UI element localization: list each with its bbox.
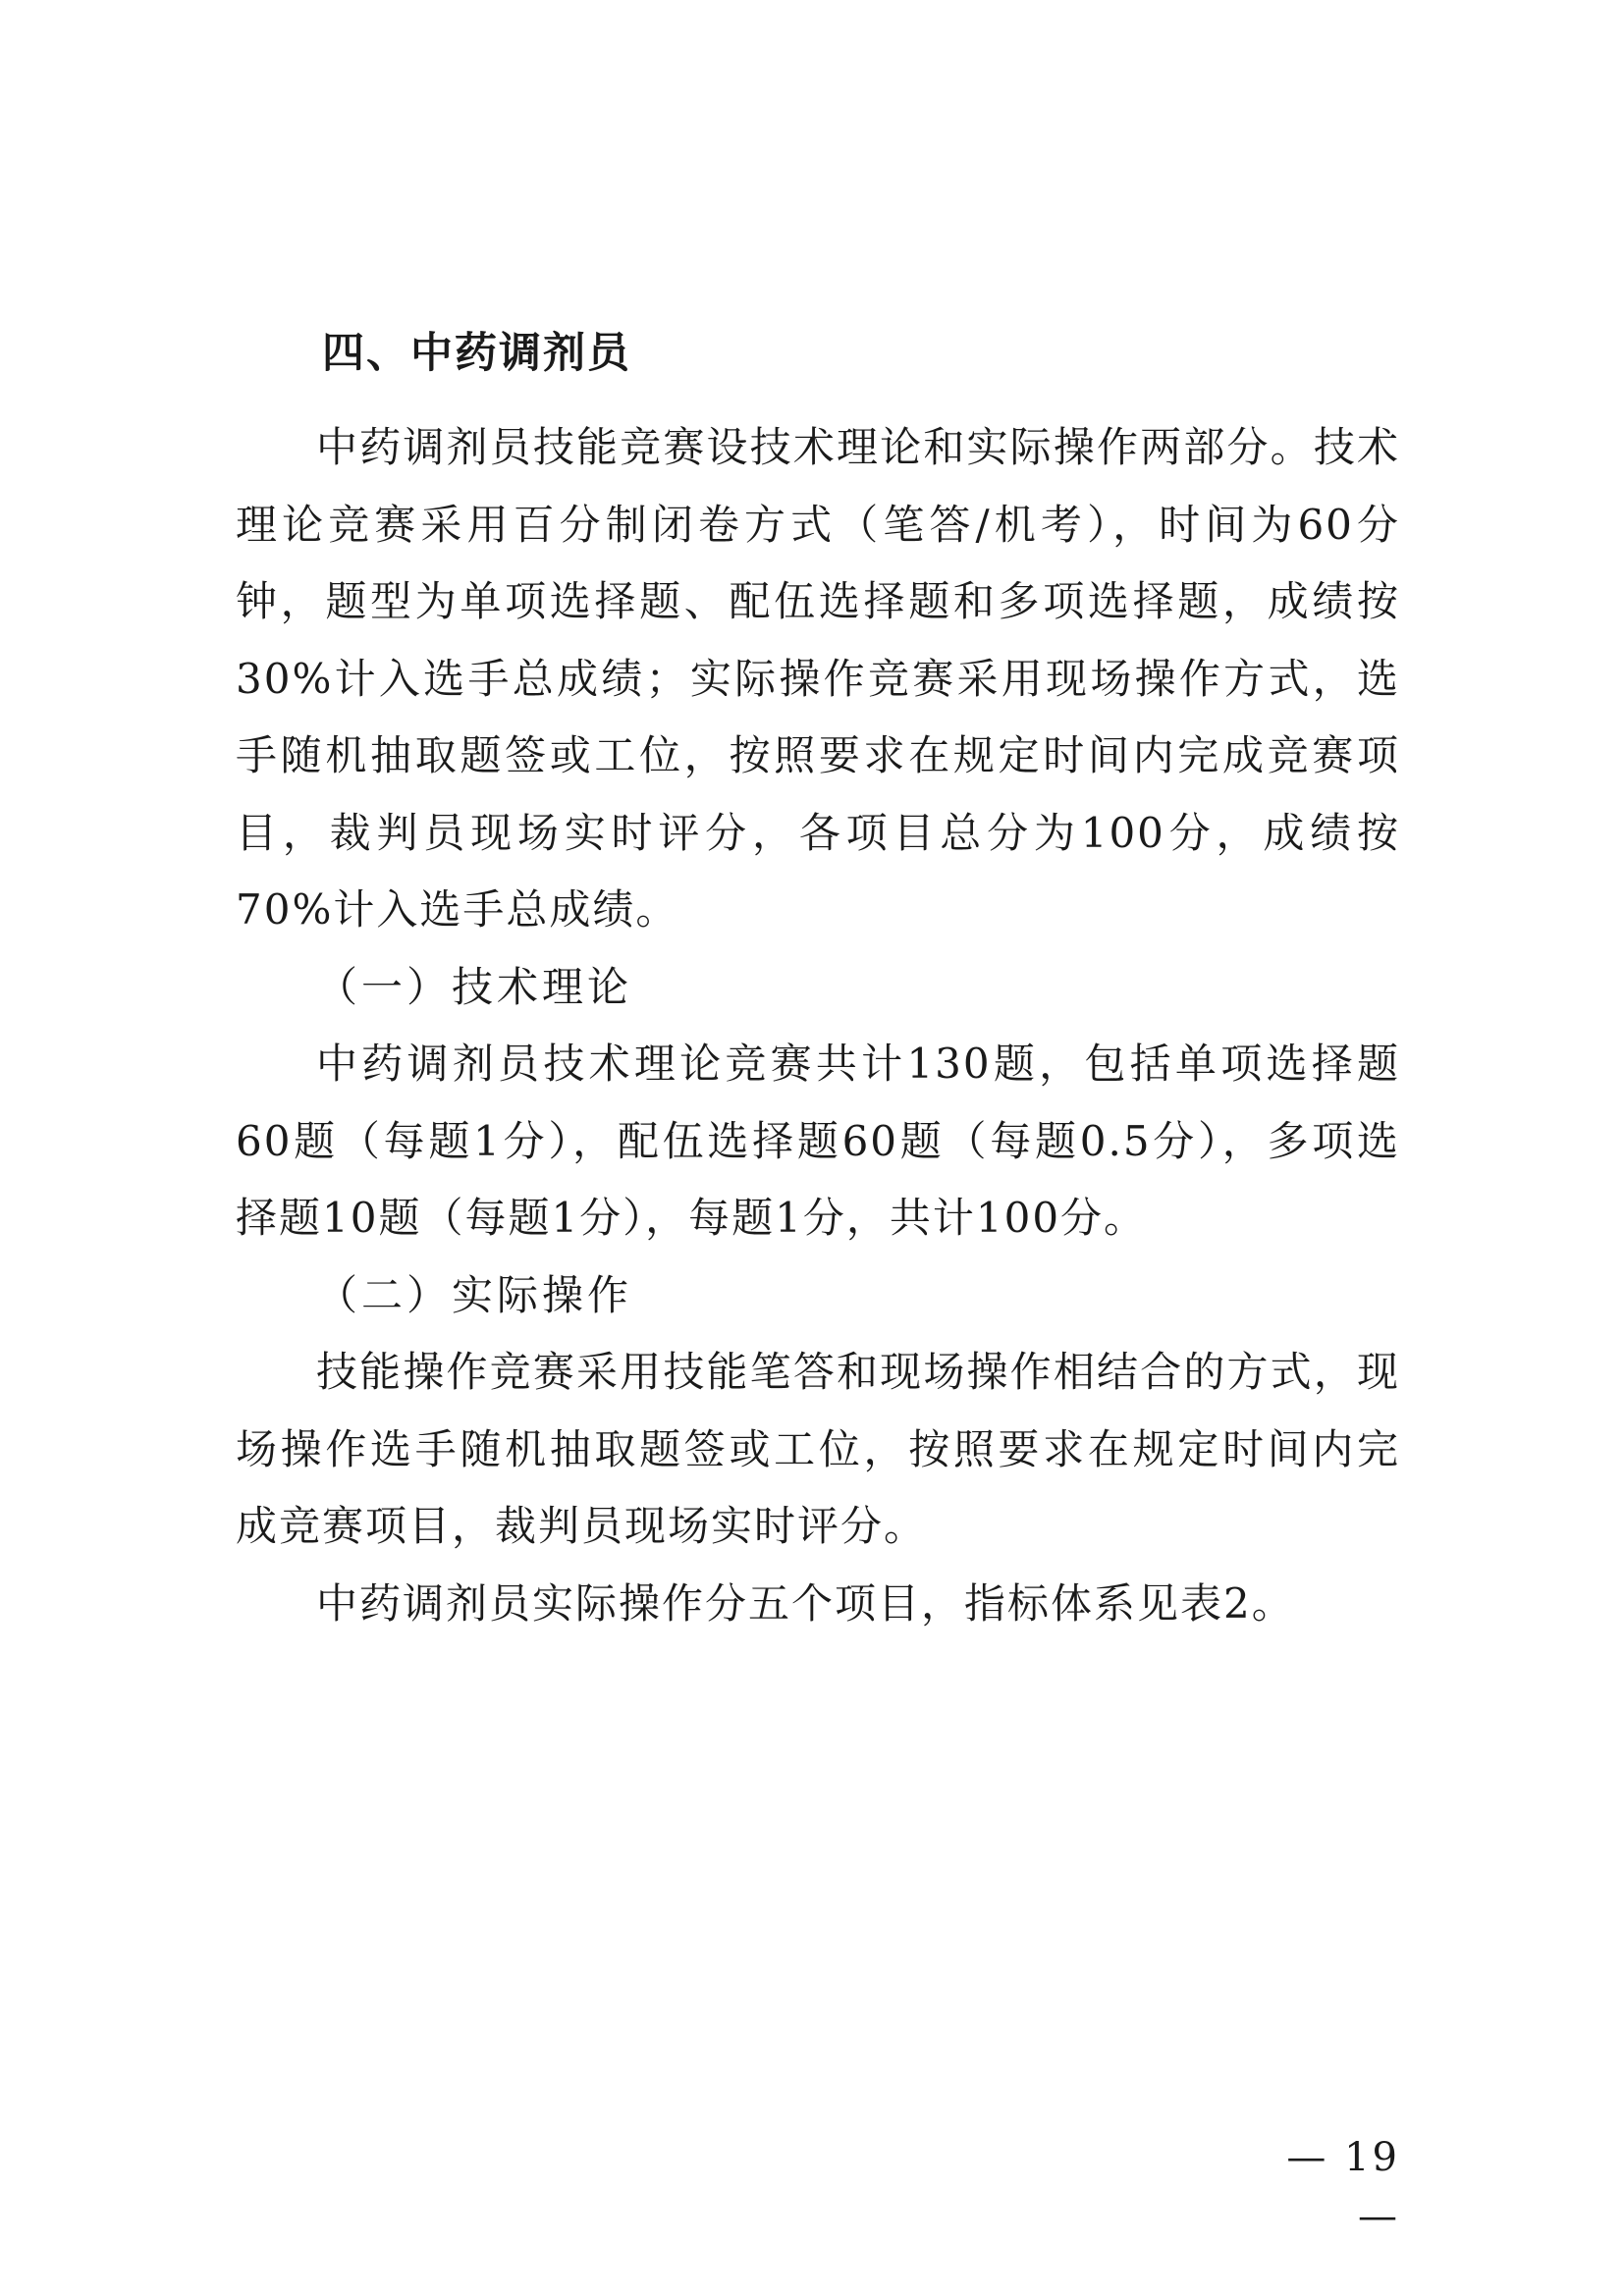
- practice-paragraph: 技能操作竞赛采用技能笔答和现场操作相结合的方式，现场操作选手随机抽取题签或工位，按照要求在规定时间内完成竞赛项目，裁判员现场实时评分。: [236, 1348, 1400, 1550]
- section-heading: 四、中药调剂员: [322, 329, 631, 378]
- theory-subheading: （一）技术理论: [316, 962, 633, 1011]
- closing-paragraph: 中药调剂员实际操作分五个项目，指标体系见表2。: [316, 1578, 1295, 1628]
- theory-paragraph: 中药调剂员技术理论竞赛共计130题，包括单项选择题60题（每题1分），配伍选择题60题（每题0.5分），多项选择题10题（每题1分），每题1分，共计100分。: [236, 1040, 1400, 1242]
- practice-subheading: （二）实际操作: [316, 1270, 633, 1319]
- intro-paragraph: 中药调剂员技能竞赛设技术理论和实际操作两部分。技术理论竞赛采用百分制闭卷方式（笔答/机考），时间为60分钟，题型为单项选择题、配伍选择题和多项选择题，成绩按30%计入选手总成绩；实际操作竞赛采用现场操作方式，选手随机抽取题签或工位，按照要求在规定时间内完成竞赛项目，裁判员现场实时评分，各项目总分为100分，成绩按70%计入选手总成绩。: [236, 423, 1400, 934]
- body-content: [236, 409, 1400, 1642]
- page-number: — 19 —: [1286, 2135, 1400, 2239]
